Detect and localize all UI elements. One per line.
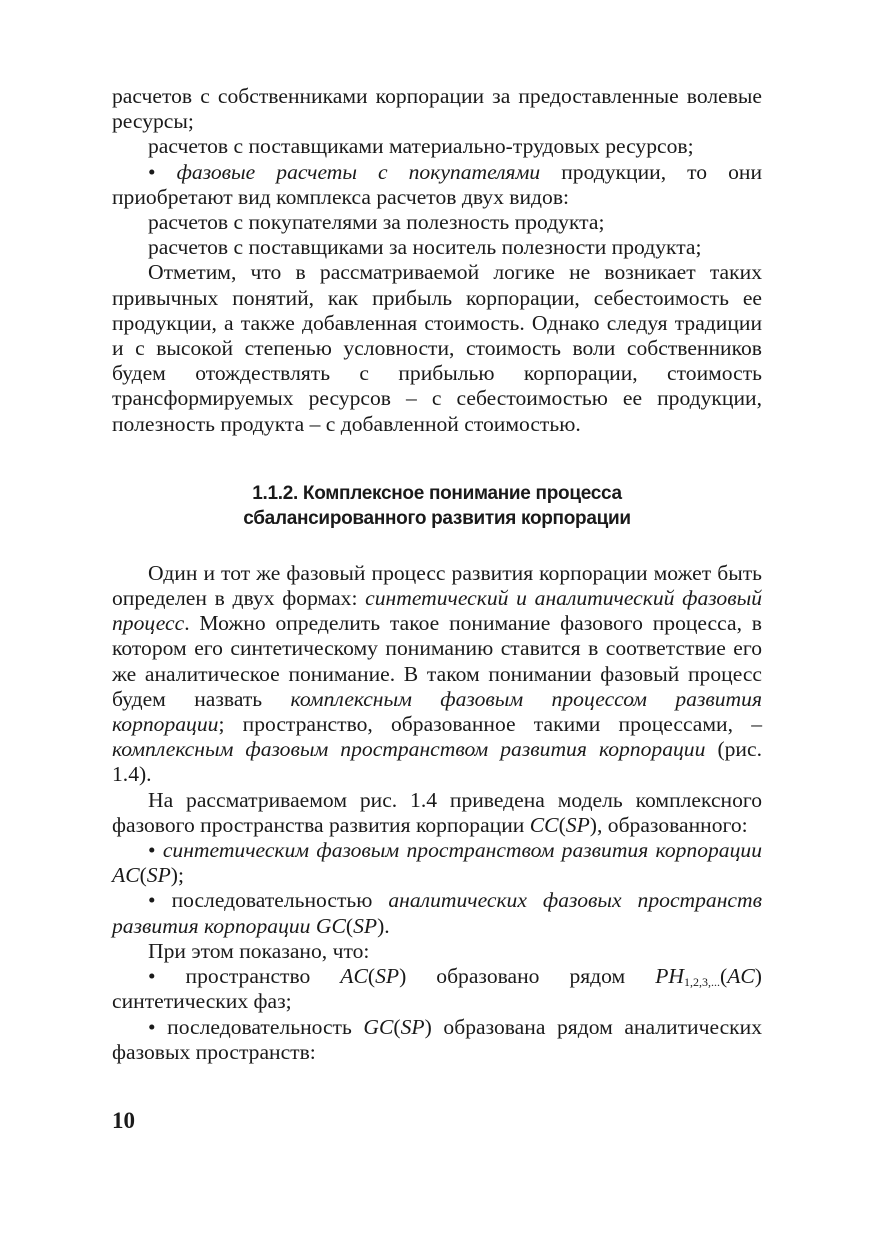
paragraph-note: Отметим, что в рассматриваемой логике не возникает таких привычных понятий, как прибыль корпорации, себестоимость ее продукции, а также добавленная стоимость. Однако следуя традиции и с высокой степенью условности, стоимость воли собственников будем отождествлять с прибылью корпорации, стоимость трансформируемых ресурсов – с себестоимостью ее продукции, полезность продукта – с добавленной стоимостью. [112, 260, 762, 436]
section-heading-line-2: сбалансированного развития корпорации [243, 507, 631, 529]
bullet-space-formed: • пространство AC(SP) образовано рядом $PH_{1,2,3,...}(AC)$ синтетических фаз; [112, 964, 762, 1014]
italic-term: синтетический и аналитический фазовый процесс [112, 586, 763, 636]
italic-term: аналитических фазовых пространств развития корпорации [112, 888, 762, 938]
sub-item-suppliers: расчетов с поставщиками за носитель полезности продукта; [148, 235, 702, 260]
paragraph-model: На рассматриваемом рис. 1.4 приведена модель комплексного фазового пространства развития корпорации CC(SP), образованного: [112, 787, 762, 837]
formula-symbol: GC [315, 913, 346, 938]
page-number: 10 [112, 1108, 135, 1133]
formula-symbol: GC [363, 1014, 394, 1039]
formula-symbol: PH [655, 964, 684, 989]
paragraph-shown: При этом показано, что: [148, 938, 370, 963]
paragraph-owners-settlements: расчетов с собственниками корпорации за предоставленные волевые ресурсы; [112, 84, 762, 134]
italic-term: фазовые расчеты с покупателями [176, 159, 541, 184]
formula-symbol: SP [400, 1014, 425, 1039]
page-body [112, 84, 762, 1065]
formula-symbol: AC [727, 964, 755, 989]
bullet-glyph: • [148, 888, 156, 913]
italic-term: синтетическим фазовым пространством развития корпорации [162, 838, 762, 863]
italic-term: комплексным фазовым пространством развития корпорации [112, 737, 706, 762]
formula-symbol: AC [112, 863, 140, 888]
section-heading-line-1: 1.1.2. Комплексное понимание процесса [252, 482, 622, 504]
formula-symbol: CC [529, 812, 559, 837]
formula-subscript: 1,2,3,... [683, 975, 720, 990]
bullet-glyph: • [148, 838, 156, 863]
paragraph-intro: Один и тот же фазовый процесс развития корпорации может быть определен в двух формах: синтетический и аналитический фазовый процесс. Можно определить такое понимание фазового процесса, в котором его синтетическому пониманию ставится в соответствие его же аналитическое понимание. В таком понимании фазовый процесс будем назвать комплексным фазовым процессом развития корпорации; пространство, образованное такими процессами, – комплексным фазовым пространством развития корпорации (рис. 1.4). [112, 560, 763, 787]
formula-symbol: SP [565, 812, 590, 837]
paragraph-suppliers-settlements: расчетов с поставщиками материально-трудовых ресурсов; [148, 134, 694, 159]
section-heading [112, 481, 762, 531]
bullet-sequence-formed: • последовательность GC(SP) образована рядом аналитических фазовых пространств: [112, 1014, 762, 1064]
bullet-phase-settlements: • фазовые расчеты с покупателями продукции, то они приобретают вид комплекса расчетов двух видов: [112, 159, 763, 209]
formula-symbol: SP [353, 913, 378, 938]
formula-symbol: SP [146, 863, 171, 888]
bullet-analytic-sequence: • последовательностью аналитических фазовых пространств развития корпорации GC(SP). [112, 888, 762, 938]
bullet-glyph: • [148, 159, 156, 184]
bullet-glyph: • [148, 964, 156, 989]
bullet-glyph: • [148, 1014, 156, 1039]
bullet-synthetic-space: • синтетическим фазовым пространством развития корпорации AC(SP); [112, 838, 762, 888]
formula-symbol: AC [340, 964, 368, 989]
formula-symbol: SP [375, 964, 400, 989]
sub-item-buyers: расчетов с покупателями за полезность продукта; [148, 210, 605, 235]
italic-term: комплексным фазовым процессом развития корпорации [112, 686, 762, 737]
